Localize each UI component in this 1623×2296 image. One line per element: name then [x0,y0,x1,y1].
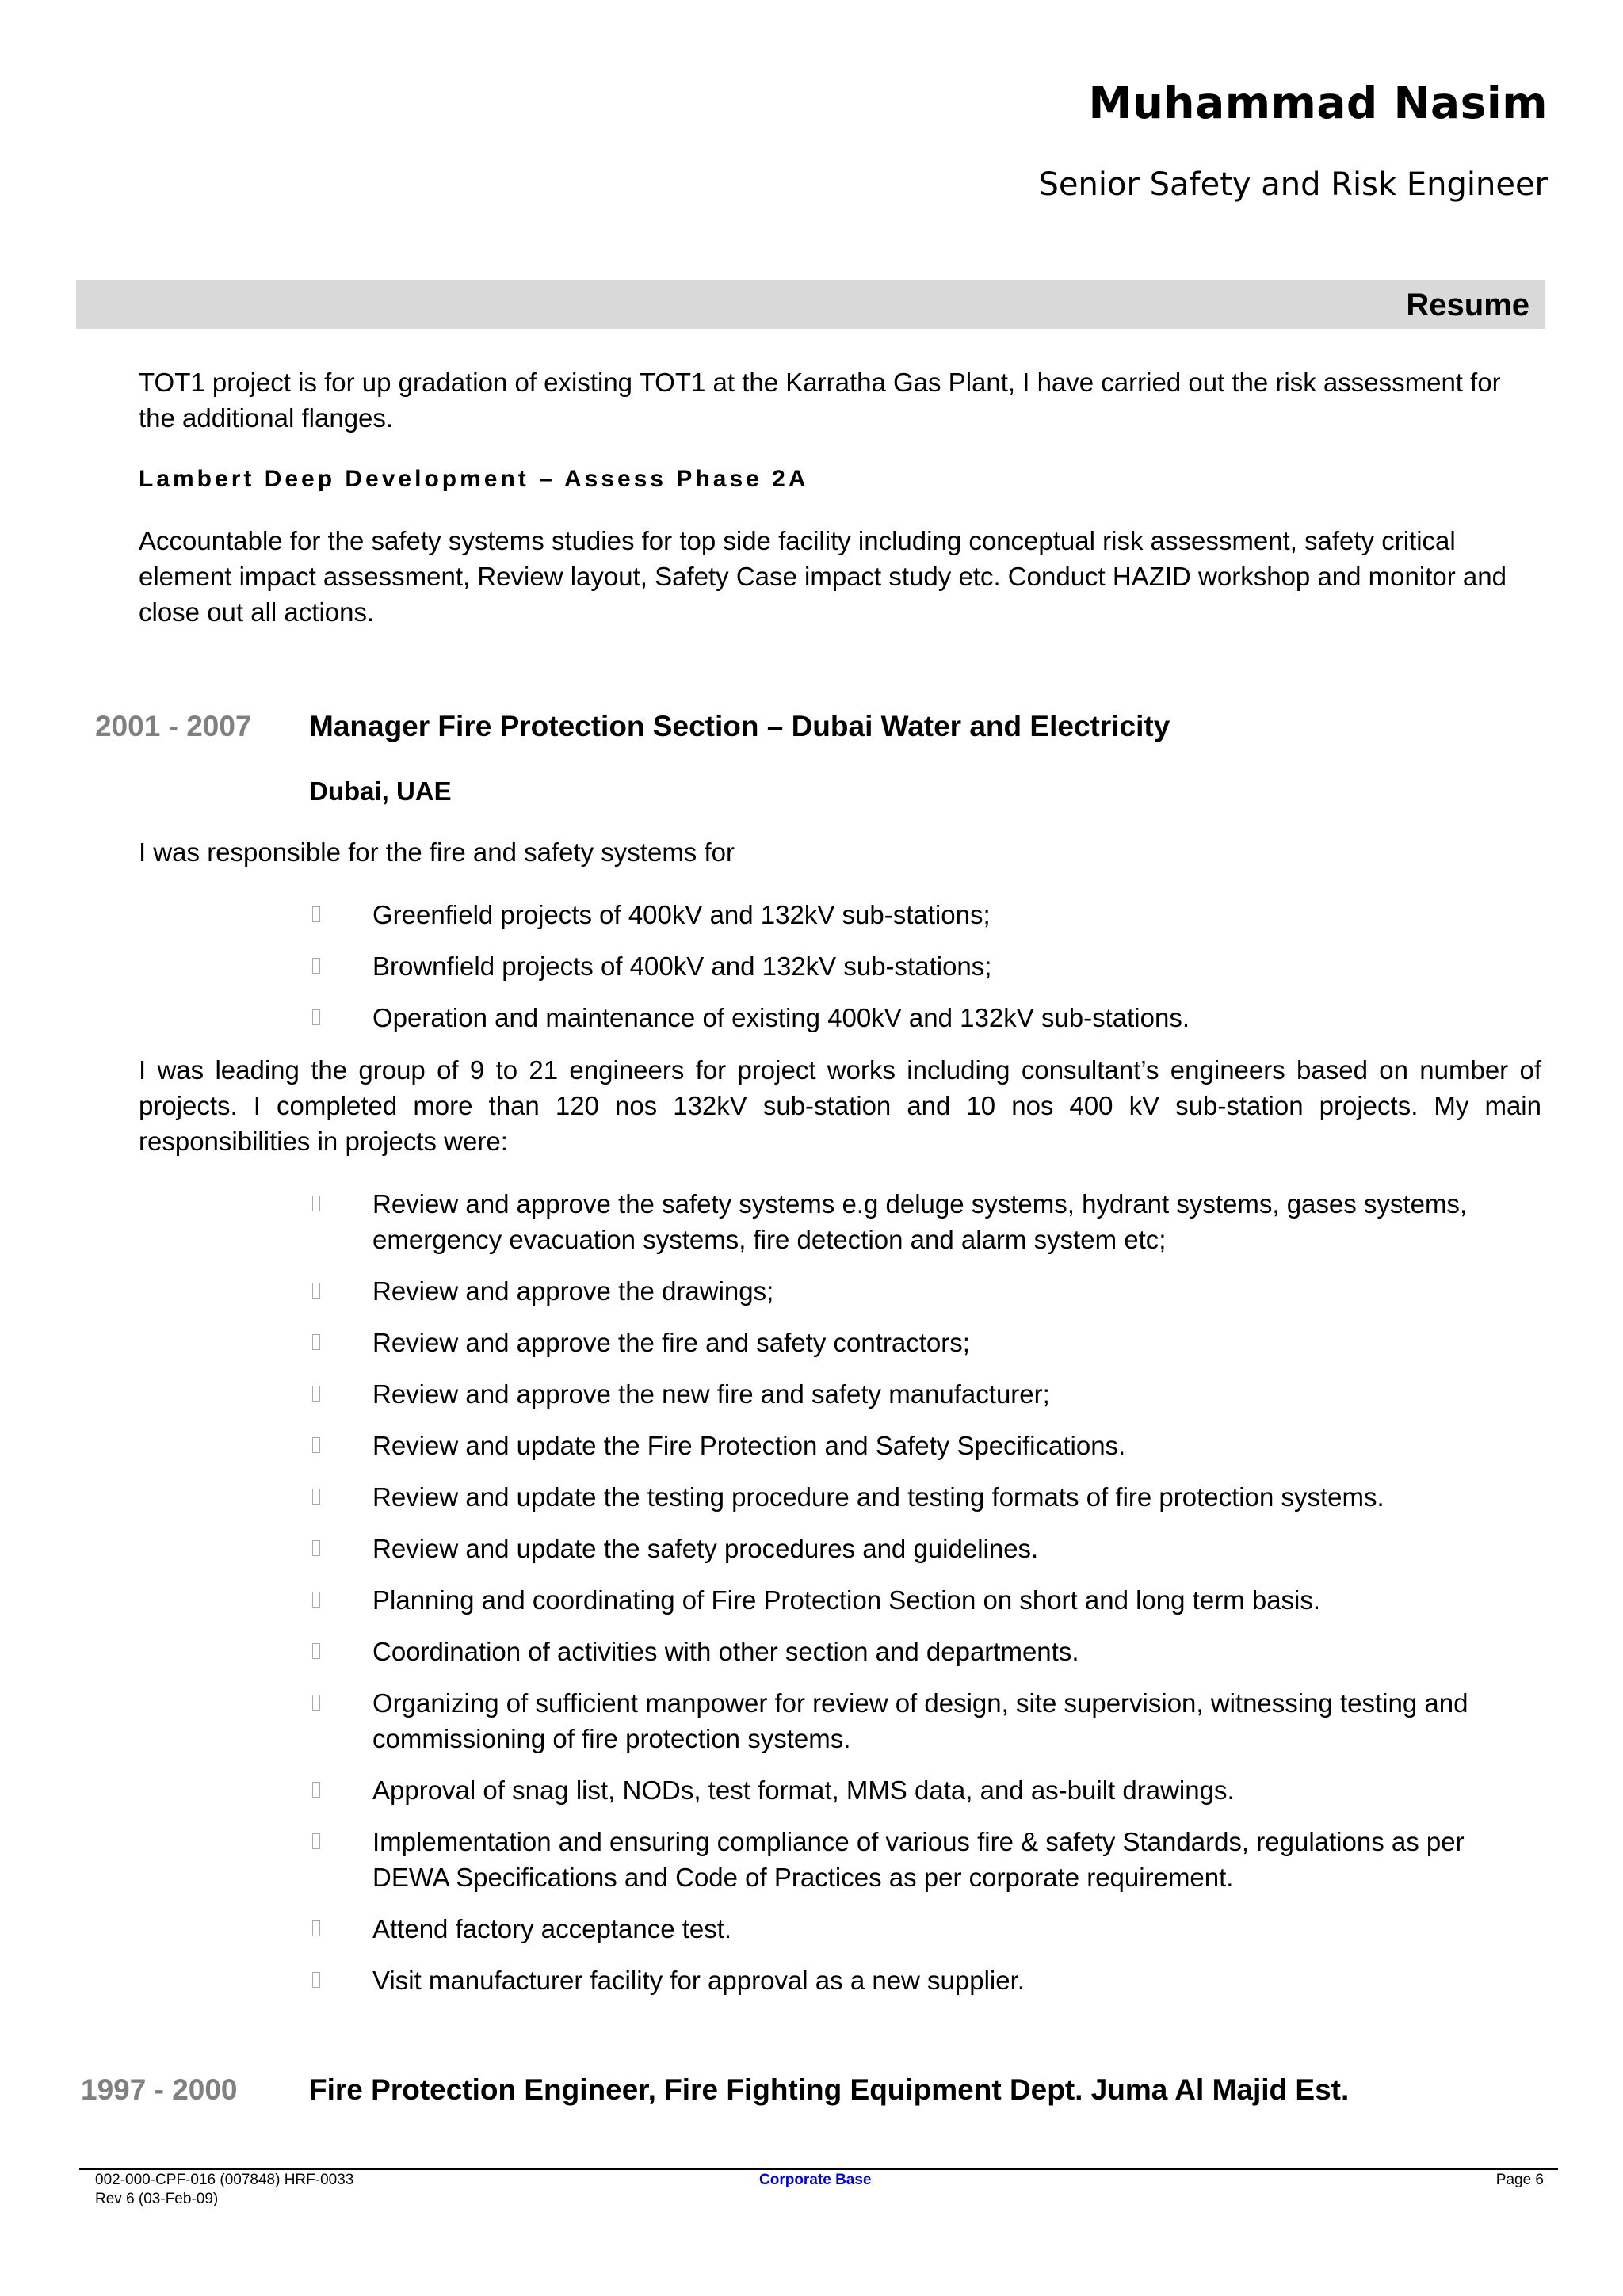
list-item: Attend factory acceptance test. [309,1911,1545,1947]
bullet-icon [312,1920,320,1936]
job-intro: I was responsible for the fire and safety systems for [139,837,735,867]
list-item: Operation and maintenance of existing 400kV and 132kV sub-stations. [309,1000,1545,1035]
list-item: Planning and coordinating of Fire Protection Section on short and long term basis. [309,1582,1545,1618]
bullet-icon [312,1592,320,1608]
list-item: Implementation and ensuring compliance of various fire & safety Standards, regulations as per DEWA Specifications and Code of Practices as per corporate requirement. [309,1824,1545,1895]
bullet-icon [312,1334,320,1350]
bullet-icon [312,1489,320,1505]
bullet-icon [312,1782,320,1798]
job-years: 2001 - 2007 [95,710,252,742]
footer-center-label: Corporate Base [759,2172,872,2188]
footer-document-info [95,2171,353,2209]
list-item: Review and approve the safety systems e.g deluge systems, hydrant systems, gases systems, emergency evacuation systems, fire detection and alarm system etc; [309,1186,1545,1257]
list-item: Brownfield projects of 400kV and 132kV sub-stations; [309,948,1545,984]
tot1-paragraph: TOT1 project is for up gradation of existing TOT1 at the Karratha Gas Plant, I have carried out the risk assessment for the additional flanges. [139,368,1501,433]
list-item: Visit manufacturer facility for approval as a new supplier. [309,1962,1545,1998]
bullet-icon [312,1833,320,1849]
systems-list [309,897,1545,1035]
list-item: Review and approve the new fire and safety manufacturer; [309,1376,1545,1412]
bullet-icon [312,1643,320,1659]
candidate-name: Muhammad Nasim [1088,78,1548,128]
list-item: Review and update the testing procedure and testing formats of fire protection systems. [309,1479,1545,1515]
bullet-icon [312,1009,320,1025]
job-location: Dubai, UAE [309,776,452,806]
list-item: Approval of snag list, NODs, test format, MMS data, and as-built drawings. [309,1772,1545,1808]
bullet-icon [312,1386,320,1402]
responsibilities-list [309,1186,1545,1998]
project-heading: Lambert Deep Development – Assess Phase 2A [139,466,809,492]
section-band [76,280,1545,329]
footer-revision: Rev 6 (03-Feb-09) [95,2191,219,2207]
bullet-icon [312,1283,320,1299]
bullet-icon [312,1437,320,1453]
candidate-title: Senior Safety and Risk Engineer [1038,166,1548,203]
list-item: Greenfield projects of 400kV and 132kV sub-stations; [309,897,1545,933]
list-item: Review and update the Fire Protection and Safety Specifications. [309,1428,1545,1463]
footer-doc-code: 002-000-CPF-016 (007848) HRF-0033 [95,2172,354,2188]
bullet-icon [312,958,320,974]
footer-page-number: Page 6 [1495,2172,1544,2188]
bullet-icon [312,906,320,922]
bullet-icon [312,1695,320,1711]
bullet-icon [312,1196,320,1211]
list-item: Review and approve the drawings; [309,1273,1545,1309]
footer-divider [79,2168,1558,2170]
bullet-icon [312,1972,320,1988]
section-label: Resume [1406,288,1529,322]
project-paragraph: Accountable for the safety systems studies for top side facility including conceptual risk assessment, safety critical element impact assessment, Review layout, Safety Case impact study etc. Conduct HAZID workshop and monitor and close out all actions. [139,526,1507,627]
list-item: Organizing of sufficient manpower for review of design, site supervision, witnessing testing and commissioning of fire protection systems. [309,1685,1545,1756]
bullet-icon [312,1540,320,1556]
leading-paragraph: I was leading the group of 9 to 21 engineers for project works including consultant’s engineers based on number of projects. I completed more than 120 nos 132kV sub-station and 10 nos 400 kV sub-station projects. My main responsibilities in projects were: [139,1055,1541,1156]
list-item: Coordination of activities with other section and departments. [309,1634,1545,1669]
list-item: Review and approve the fire and safety contractors; [309,1325,1545,1360]
list-item: Review and update the safety procedures and guidelines. [309,1531,1545,1566]
job-years: 1997 - 2000 [81,2073,238,2106]
job-title: Fire Protection Engineer, Fire Fighting Equipment Dept. Juma Al Majid Est. [309,2073,1350,2106]
job-title: Manager Fire Protection Section – Dubai Water and Electricity [309,710,1170,742]
